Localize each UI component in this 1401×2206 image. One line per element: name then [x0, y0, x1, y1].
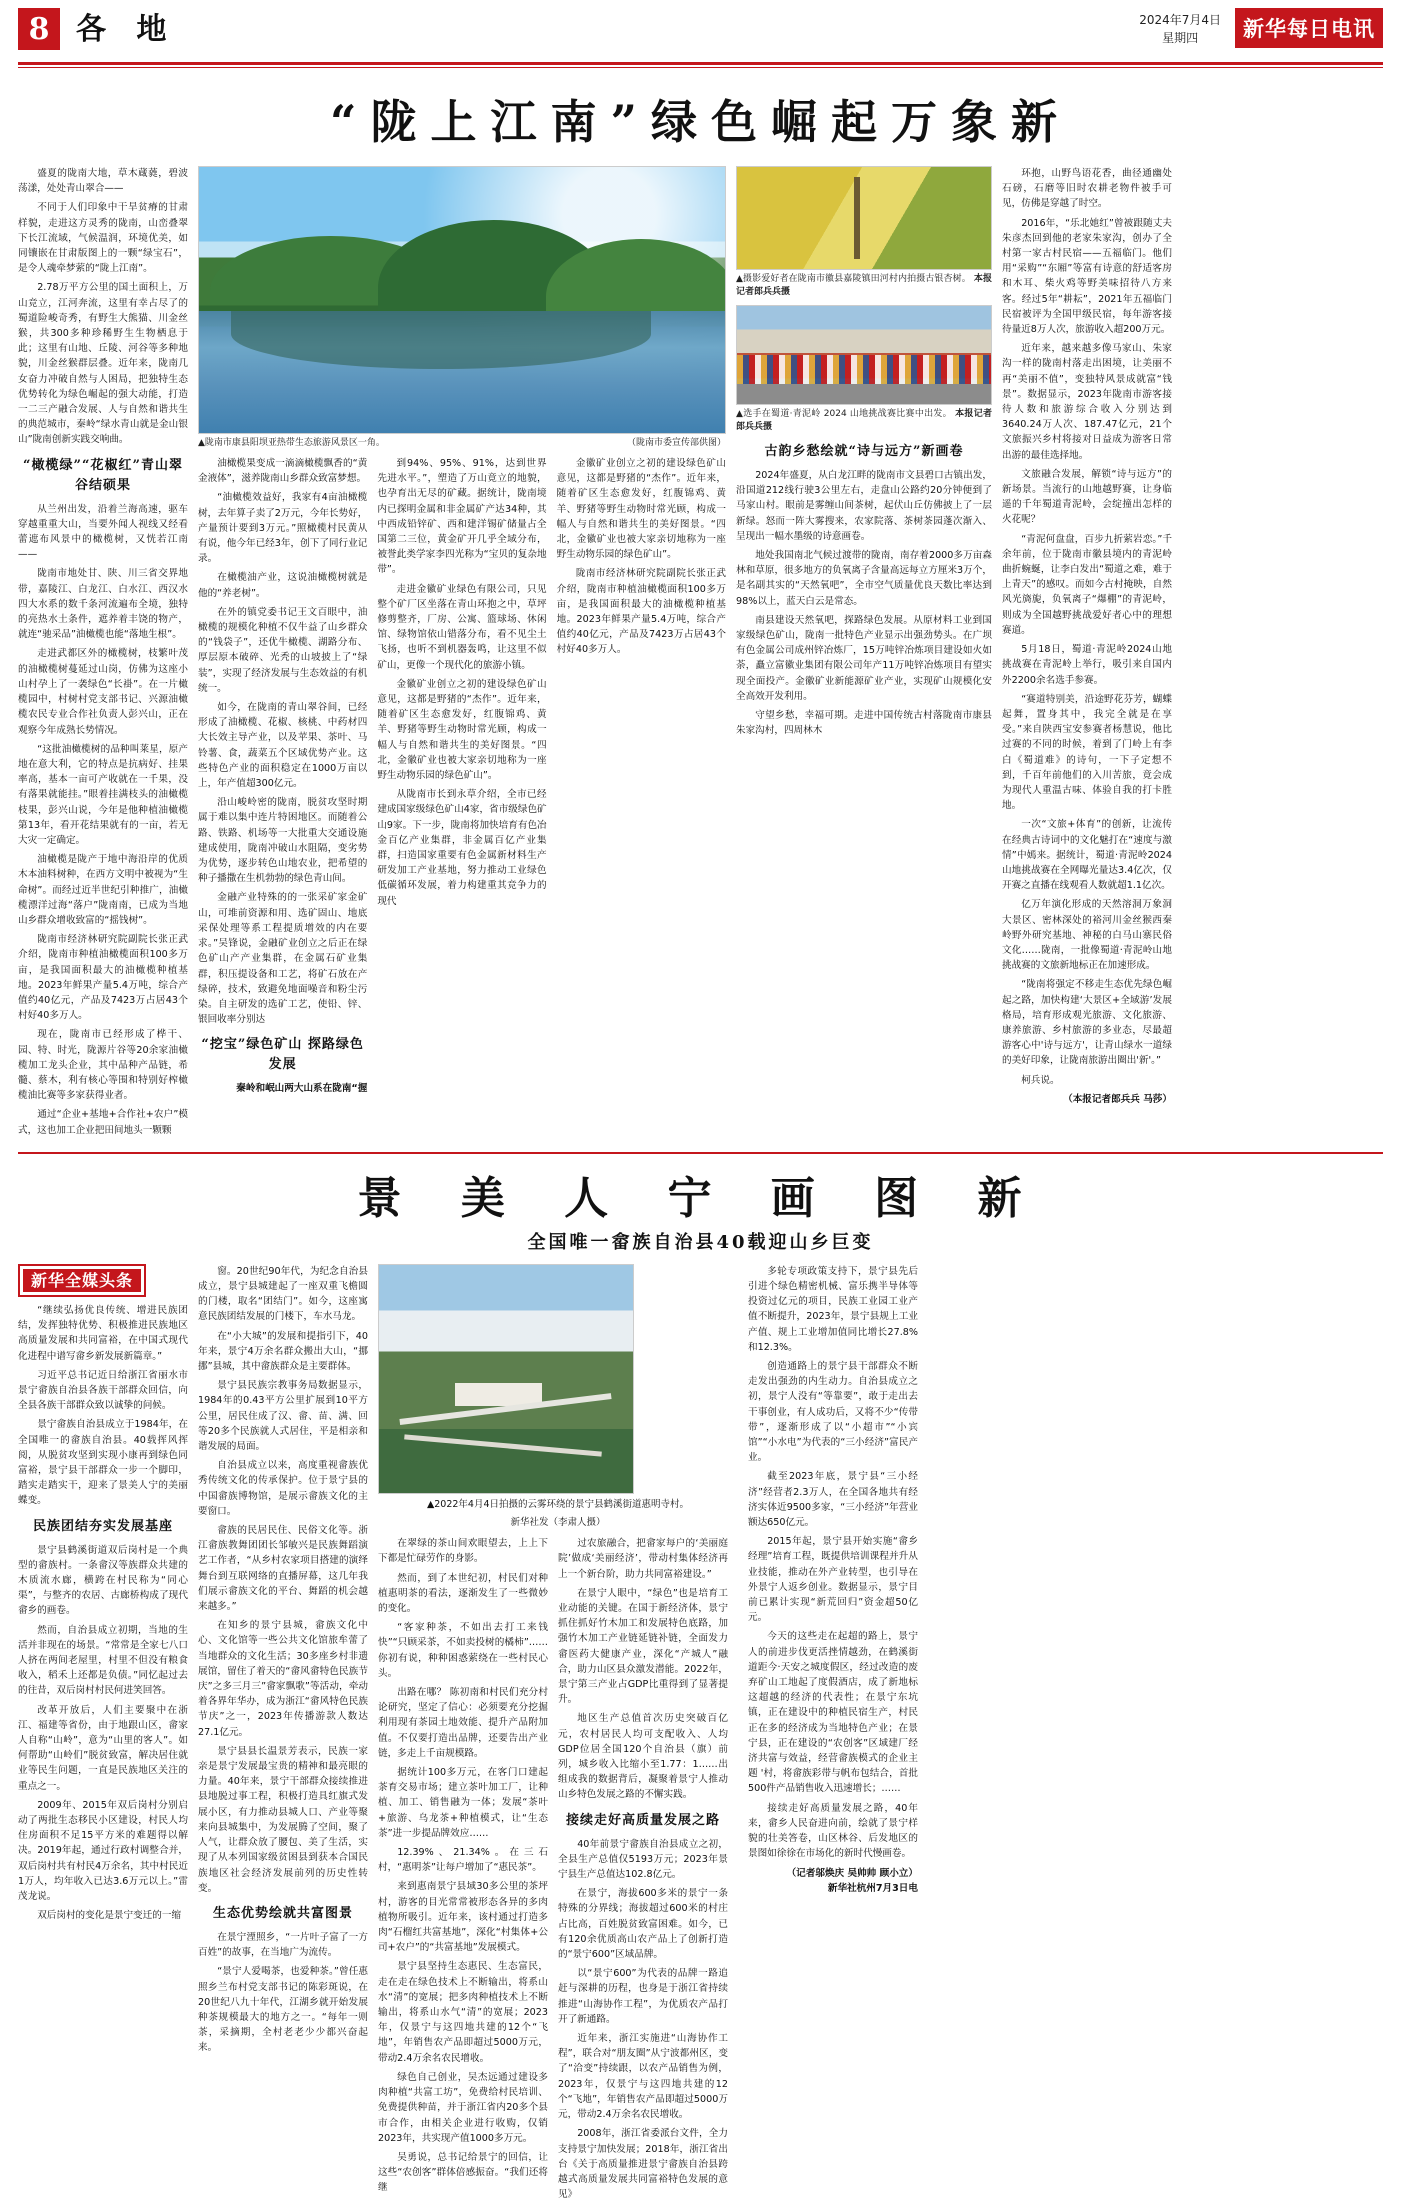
subsection-heading: 古韵乡愁绘就“诗与远方”新画卷	[764, 444, 964, 459]
body-paragraph: 然而，到了本世纪初，村民们对种植惠明茶的看法，逐渐发生了一些微妙的变化。	[378, 1572, 548, 1614]
body-paragraph: 习近平总书记近日给浙江省丽水市景宁畲族自治县各族干部群众回信，向全县各族干部群众致以诚挚的问候。	[18, 1369, 188, 1412]
body-paragraph: 油橄榄果变成一滴滴橄榄飘香的“黄金液体”，滋养陇南山乡群众致富梦想。	[198, 458, 368, 485]
body-paragraph: 畲族的民居民住、民俗文化等。浙江畲族教舞团团长邹敏兴是民族舞蹈演艺工作者，“从乡村农家项目搭建的演绎舞台到互联网络的直播屏幕，这几年我们展示畲族文化的平台、舞蹈的机会越来越多。”	[198, 1525, 368, 1613]
body-paragraph: 在翠绿的茶山间欢眼望去，上上下下都是忙碌劳作的身影。	[378, 1538, 548, 1565]
body-paragraph: 今天的这些走在起超的路上，景宁人的前进步伐更活挫情越劲，在鹤溪街道距今·天安之城度假区，经过改造的废弃矿山工地起了度假酒店，成了新地标这超越的经济的代表性；在景宁东坑镇，正在建设中的种植民宿生产，村民正在多的经济成为当地特色产业；在景宁县，正在建设的“农创客”区域建厂经济共富与效益，经营畲族模式的企业主题 '村，将畲族彩带与帆布包结合，首批500件产品销售收入迅速增长；……	[748, 1631, 918, 1795]
landscape-photo	[198, 166, 726, 434]
body-paragraph: 40年前景宁畲族自治县成立之初，全县生产总值仅5193万元；2023年景宁县生产总值达102.8亿元。	[558, 1838, 728, 1881]
photo-caption: ▲2022年4月4日拍摄的云雾环绕的景宁县鹤溪街道惠明寺村。	[426, 1498, 690, 1510]
photo-credit: （陇南市委宣传部供图）	[626, 438, 726, 448]
body-paragraph: 在景宁，海拔600多米的景宁一条特殊的分界线；海拔超过600米的村庄占比高，百姓脱贫致富困难。如今，已有120余优质高山农产品上了创新打造的“景宁600”区域品牌。	[558, 1888, 728, 1961]
body-paragraph: 出路在哪？ 陈初南和村民们充分村论研究，坚定了信心：必须要充分挖掘利用现有茶园土地效能、提升产品附加值。不仅要打造出品牌，还要告出产业链，多走上千亩规模路。	[378, 1687, 548, 1759]
top-col-2	[198, 456, 367, 1097]
village-cloud-photo	[378, 1264, 634, 1494]
body-paragraph: 景宁县县长温景芳表示，民族一家亲是景宁发展最宝贵的精神和最亮眼的力量。40年来，景宁干部群众接续推进县地脱过事工程，积极打造具红旗式发展小区，有力推动县城人口、产业等聚来向县城集中，为发展腾了空间，聚了人气，让群众放了腰包、美了生活，实现了从本列国家级贫困县到获本合国民族地区社会经济发展前列的历史性转变。	[198, 1745, 368, 1894]
body-paragraph: 不同于人们印象中干旱贫瘠的甘肃样貌，走进这方灵秀的陇南，山峦叠翠下长江流域，气候温润，环境优美，如同镶嵌在甘肃版图上的一颗“绿宝石”，是令人魂牵梦萦的“陇上江南”。	[18, 202, 188, 275]
subsection-heading: “橄榄绿”“花椒红”青山翠谷结硕果	[23, 457, 183, 493]
subsection-heading: “挖宝”绿色矿山 探路绿色发展	[201, 1037, 364, 1073]
body-paragraph: 金徽矿业创立之初的建设绿色矿山意见，这都是野猪的“杰作”。近年来，随着矿区生态愈发好，红腹锦鸡、黄羊、野猪等野生动物时常光顾，构成一幅人与自然和谐共生的美好图景。“四北，金徽矿业也被大家亲切地称为一座野生动物乐园的绿色矿山”。	[377, 678, 547, 782]
photo-credit-text: 本报记者郎兵兵摄	[736, 409, 992, 432]
body-paragraph: 从陇南市长到永草介绍，全市已经建成国家级绿色矿山4家，省市级绿色矿山9家。下一步，陇南将加快培育有色冶金百亿产业集群，非金属百亿产业集群，扫造国家重要有色金属新材料生产研发加工产业基地，努力推动工业绿色低碳循环发展，着力构建重其竞争力的现代	[377, 789, 547, 907]
body-paragraph: 地处我国南北气候过渡带的陇南，南存着2000多万亩森林和草原，很多地方的负氧离子含量高远每立方厘米3万个，是名副其实的“天然氧吧”，全市空气质量优良天数比率达到98%以上，蓝天白云是常态。	[736, 550, 992, 607]
series-badge	[18, 1264, 146, 1297]
body-paragraph: 地区生产总值首次历史突破百亿元，农村居民人均可支配收入、人均GDP位居全国120个自治县（旗）前列，城乡收入比缩小至1.77：1……出组成我的数据背后，凝聚着景宁人推动山乡特色发展之路的不懈实践。	[558, 1713, 728, 1801]
body-paragraph: 2024年盛夏，从白龙江畔的陇南市文县碧口古镇出发，沿国道212线行驶3公里左右，走盘山公路约20分钟便到了马家山村。眼前是雾缠山间茶树，起伏山丘仿佛披上了一层新绿。怒而一阵大雾搜来，农家院落、茶树茶园蓬次渐入、呈现出一幅水墨级的诗意画卷。	[736, 470, 992, 542]
photo-credit: 新华社发（李肃人摄）	[510, 1516, 606, 1528]
body-paragraph: 走进武都区外的橄榄树，枝繁叶茂的油橄榄树蔓延过山岗，仿佛为这座小山村孕上了一袭绿色“长褂”。在一片橄榄园中，村树村党支部书记、兴源油橄榄农民专业合作社负责人彭兴山，正在观察今年成熟长势情况。	[18, 648, 188, 736]
subsection-heading: 民族团结夯实发展基座	[32, 1518, 173, 1534]
page-number: 8	[18, 8, 60, 50]
bottom-col-1	[18, 1264, 188, 2206]
bottom-photo-block	[378, 1264, 738, 2206]
bottom-subheadline: 全国唯一畲族自治县40载迎山乡巨变	[527, 1231, 874, 1253]
body-paragraph: 接续走好高质量发展之路，40年来，畲乡人民奋进向前，绘就了景宁样貌的壮美答卷，山区林谷、后发地区的景图如徐徐在市场化的新时代慢画卷。	[748, 1802, 918, 1860]
photo-credit-text: 本报记者郎兵兵摄	[736, 274, 992, 297]
bottom-col-2	[198, 1264, 368, 2206]
body-paragraph: 12.39%、21.34%。在三石村，“惠明茶”让每户增加了“惠民茶”。	[378, 1847, 548, 1874]
top-col-1	[18, 166, 188, 1142]
body-paragraph: 据统计100多万元，在客门口建起茶育交易市场；建立茶叶加工厂，让种植、加工、销售融为一体；发展“茶叶+旅游、乌龙茶+种植模式，让“生态茶”进一步提品牌效应……	[378, 1767, 548, 1839]
body-paragraph: “这批油橄榄树的品种叫莱星，原产地在意大利，它的特点是抗病好、挂果率高，基本一亩可产收就在一千果，没有落果就能挂。”眼着挂满枝头的油橄榄枝果，彭兴山说，今年是他种植油橄榄第13年，看开花结果就有的一亩，若无大灾一定确定。	[18, 743, 188, 846]
body-paragraph: 走进金徽矿业绿色有限公司，只见整个矿厂区坐落在青山环抱之中，草坪修剪整齐，厂房、公寓、篮球场、休闲馆、绿物馆依山错落分布，看不见尘土飞扬，也听不到机器轰鸣，让这里不似矿山，更像一个现代化的旅游小镇。	[377, 583, 547, 671]
top-story-columns	[18, 166, 1383, 1142]
body-paragraph: 在“小大城”的发展和提指引下，40年来，景宁4万余名群众搬出大山，“挪挪”县城，其中畲族群众是主要群体。	[198, 1330, 368, 1372]
body-paragraph: 柯兵说。	[1021, 1074, 1060, 1086]
subsection-heading: 生态优势绘就共富图景	[212, 1905, 353, 1921]
body-paragraph: 来到惠南景宁县域30多公里的茶坪村，游客的目光常常被形态各异的多肉植物所吸引。近年来，该村通过打造多肉“石榴红共富基地”，深化“村集体+公司+农户”的“共富基地”发展模式。	[378, 1881, 548, 1954]
date-block	[1139, 8, 1221, 47]
ginkgo-tree-photo	[736, 166, 992, 270]
body-paragraph: 景宁畲族自治县成立于1984年，在全国唯一的畲族自治县。40载挥风挥阅，从脱贫攻坚到实现小康再到绿色同富裕，景宁县干部群众一步一个脚印，踏实走踏实干，迎来了景美人宁的美丽蝶变。	[18, 1419, 188, 1507]
photo-caption-text: ▲摄影爱好者在陇南市徽县嘉陵镇田河村内拍摄古银杏树。	[736, 274, 971, 284]
body-paragraph: 陇南市经济林研究院副院长张正武介绍，陇南市种植油橄榄面积100多万亩，是我国面积最大的油橄榄种植基地。2023年鲜果产量5.4万吨，综合产值约40亿元，产品及7423万占居43个村好40多万人。	[556, 568, 726, 656]
body-paragraph: 如今，在陇南的青山翠谷间，已经形成了油橄榄、花椒、核桃、中药材四大长效主导产业，以及苹果、茶叶、马铃薯、食，蔬菜五个区域优势产业。这些特色产业的面积稳定在1000万亩以上，年产值超300亿元。	[198, 702, 368, 790]
body-paragraph: 绿色自己创业，吴杰远通过建设多肉种植“共富工坊”，免费给村民培训、免费提供种苗，并于浙江省内20多个县市合作，由相关企业进行收购，仅销2023年，共实现产值1000多万元。	[378, 2071, 548, 2144]
body-paragraph: 现在，陇南市已经形成了桦干、园、特、时光，陇源片谷等20余家油橄榄加工龙头企业，其中品种产品链，希髓、蔡木，利有核心等围和特别好榨橄榄油比赛等多家获得业者。	[18, 1029, 188, 1102]
body-paragraph: “客家种茶，不如出去打工来钱快”“只顾采茶，不如卖投树的橘柿”……你初有说，种种困惑萦绕在一些村民心头。	[378, 1622, 548, 1679]
top-photo-block	[198, 166, 726, 1142]
body-paragraph: 截至2023年底，景宁县“三小经济”经营者2.3万人，在全国各地共有经济实体近9500多家，“三小经济”年营业额达650亿元。	[748, 1471, 918, 1529]
body-paragraph: 南县建设天然氧吧，探路绿色发展。从原材料工业到国家级绿色矿山，陇南一批特色产业显示出强劲势头。在广坝有色金属公司成州锌冶炼厂，15万吨锌冶炼项目建设如火如荼，矗立富徽业集团有限公司年产11万吨锌冶炼项目有望实现全面投产。金徽矿业新能源矿业产业，实现矿山规模化安全高效开发利用。	[736, 614, 992, 702]
photo-caption-text: ▲选手在蜀道·青泥岭 2024 山地挑战赛比赛中出发。	[736, 409, 952, 419]
top-headline: “陇上江南”绿色崛起万象新	[330, 95, 1071, 149]
weekday-text: 星期四	[1162, 31, 1199, 45]
body-paragraph: 陇南市经济林研究院副院长张正武介绍，陇南市种植油橄榄面积100多万亩，是我国面积最大的油橄榄种植基地。2023年鲜果产量5.4万吨，综合产值约40亿元，产品及7423万占居43个村好40多万人。	[18, 934, 188, 1022]
body-paragraph: 到94%、95%、91%，达到世界先进水平。”，塑造了万山竟立的地貌，也孕育出无尽的矿藏。据统计，陇南境内已探明金属和非金属矿产达34种，其中西成铅锌矿、西和建洋锡矿储量占全国第二三位，黄金矿开几乎全域分布，被誉此类学家李四光称为“宝贝的复杂地带”。	[377, 458, 547, 576]
body-paragraph: 2016年，“乐北她红”曾被跟随丈夫朱彦杰回到他的老家朱家沟，创办了全村第一家古村民宿——五福临门。他们用“采购”“东厢”等富有诗意的舒适客房和木耳、柴火鸡等野美味招待八方来客。经过5年“耕耘”，2021年五福临门民宿被评为全国甲级民宿，每年游客接待量近8万人次，旅游收入超200万元。	[1002, 217, 1172, 336]
byline: （记者邬焕庆 吴帅帅 顾小立）	[786, 1867, 918, 1879]
top-col-3	[377, 456, 546, 1097]
bottom-col-5	[748, 1264, 918, 2206]
body-paragraph: 近年来，越来越多像马家山、朱家沟一样的陇南村落走出困境，让美丽不再“美丽不值”，变独特风景成就富“钱景”。数据显示，2023年陇南市游客接待人数和旅游综合收入分别达到3640.24万人次、187.47亿元，21个文旅振兴乡村将接对日益成为游客日常出游的最佳选择地。	[1002, 343, 1172, 461]
body-paragraph: 多轮专项政策支持下，景宁县先后引进个绿色精密机械、富乐携半导体等投资过亿元的项目，民族工业园工业产值不断提升，2023年，景宁县规上工业产值、规上工业增加值同比增长27.8%和12.3%。	[748, 1265, 918, 1353]
body-paragraph: 过农旅融合，把畲家每户的‘美丽庭院’做成‘美丽经济’，带动村集体经济再上一个新台阶，助力共同富裕建设。”	[558, 1538, 728, 1580]
bottom-col-4	[558, 1536, 728, 2206]
body-paragraph: 2008年，浙江省委派台文件，全力支持景宁加快发展；2018年，浙江省出台《关于高质量推进景宁畲族自治县跨越式高质量发展共同富裕特色发展的意见》	[558, 2128, 728, 2201]
body-paragraph: 在景宁人眼中，“绿色”也是培育工业动能的关键。在国于新经济体，景宁抓住抓好竹木加工和发展特色底路，加强竹木加工产业链延链补链，全面发力畲医药大健康产业，深化“产城人”融合，助力山区县众激发潜能。2022年，景宁第三产业占GDP比重得到了显著提升。	[558, 1587, 728, 1706]
body-paragraph: 守望乡愁，幸福可期。走进中国传统古村落陇南市康县朱家沟村，四周林木	[736, 710, 992, 737]
body-paragraph: 2009年、2015年双后岗村分别启动了两批生态移民小区建设，村民人均住房面积不足15平方米的难题得以解决。2019年起，通过行政村调整合并，双后岗村共有村民4万余名，其中村民近1万人，均年收入已达3.6万元以上。”雷茂龙说。	[18, 1799, 188, 1903]
body-paragraph: “油橄榄效益好，我家有4亩油橄榄树，去年算子卖了2万元，今年长势好，产量预计要到3万元。”照橄榄村民黄从有说，他今年已经3年，创下了同行业记录。	[198, 492, 368, 565]
bottom-col-3	[378, 1536, 548, 2206]
body-paragraph: 在外的镇党委书记王文百眼中，油橄榄的规模化种植不仅牛益了山乡群众的“钱袋子”，还优牛橄榄、湖路分布、厚层原本破碎、光秃的山坡披上了“绿装”，实现了经济发展与生态效益的有机统一。	[198, 606, 368, 694]
body-paragraph: 亿万年演化形成的天然溶洞万象洞大景区、密林深处的裕河川金丝猴西秦岭野外研究基地、神秘的白马山寨民俗文化……陇南，一批像蜀道·青泥岭山地挑战赛的文旅新地标正在加速形成。	[1002, 899, 1172, 972]
body-paragraph: 2.78万平方公里的国土面积上，万山竞立，江河奔流，这里有幸占尽了的蜀道险峻奇秀，有野生大熊猫、川金丝猴，共300多种珍稀野生生物栖息于此；这里有山地、丘陵、河谷等多种地貌，川金丝猴群层叠。近年来，陇南几女奋力冲破自然与人困局，把独特生态优势转化为绿色崛起的强大动能，打造一二三产融合发展、人与自然和谐共生的典范城市，秦岭“绿水青山就是金山银山”陇南创新实践交响曲。	[18, 282, 188, 446]
top-col-4	[557, 456, 726, 1097]
body-paragraph: 5月18日，蜀道·青泥岭2024山地挑战赛在青泥岭上举行，吸引来自国内外2200余名选手参赛。	[1002, 644, 1172, 686]
body-paragraph: 2015年起，景宁县开始实施“畲乡经理”培育工程，既提供培训课程并升从业技能，推动在外产业转型，也引导在外景宁人返乡创业。数据显示，景宁目前已累计实现“新荒回归”资金超50亿元。	[748, 1536, 918, 1624]
photo-caption	[736, 273, 992, 299]
story-divider	[18, 1152, 1383, 1154]
body-paragraph: 在橄榄油产业，这说油橄榄树就是他的“养老树”。	[198, 572, 368, 599]
bottom-headline: 景 美 人 宁 画 图 新	[357, 1172, 1044, 1224]
paper-logo: 新华每日电讯	[1235, 8, 1383, 48]
body-paragraph: 油橄榄是陇产于地中海沿岸的优质木本油料树种，在西方文明中被视为“生命树”。而经过近半世纪引种推广，油橄榄漂洋过海“落户”陇南南，已成为当地山乡群众增收致富的“摇钱树”。	[18, 854, 188, 926]
photo-caption: ▲陇南市康县阳坝亚热带生态旅游风景区一角。	[198, 438, 385, 448]
race-photo	[736, 305, 992, 405]
body-paragraph: 自治县成立以来，高度重视畲族优秀传统文化的传承保护。位于景宁县的中国畲族博物馆，是展示畲族文化的主要窗口。	[198, 1460, 368, 1517]
byline: （本报记者郎兵兵 马莎）	[1063, 1093, 1172, 1105]
body-paragraph: 从兰州出发，沿着兰海高速，驱车穿越重重大山，当要外闻人视线又经看蕾遮布风景中的橄榄树，又恍若江南——	[18, 503, 188, 561]
section-title: 各 地	[76, 12, 177, 47]
body-paragraph: 近年来，浙江实施进“山海协作工程”，联合对“朋友圈”从宁波都州区，变了“洽变”持续跟，以农产品销售为例，2023年，仅景宁与这四地共建的12个“飞地”，年销售农产品即超过5000万元，带动2.4万余名农民增收。	[558, 2033, 728, 2121]
body-paragraph: 创造通路上的景宁县干部群众不断走发出强劲的内生动力。自治县成立之初，景宁人没有“等靠要”，敢于走出去干事创业，有人成功后，又将不少“传带带”，逐渐形成了以“小超市”“小宾馆”“小水电”为代表的“三小经济”富民产业。	[748, 1361, 918, 1464]
masthead-right	[1139, 8, 1383, 48]
body-paragraph: 盛夏的陇南大地，草木蔵蕤，碧波荡漾，处处青山翠合——	[18, 168, 188, 195]
body-paragraph: 景宁县民族宗教事务局数据显示，1984年的0.43平方公里扩展到10平方公里，居民住成了汉、畲、苗、满、回等20多个民族就人式居住，平是相亲和谐发展的局面。	[198, 1380, 368, 1453]
body-paragraph: 环抱，山野鸟语花香，曲径通幽处石磅，石磨等旧时农耕老物件被手可见，仿佛是穿越了时空。	[1002, 168, 1172, 210]
body-paragraph: 然而，自治县成立初期，当地的生活并非现在的场景。“常常是全家七八口人挤在两间老屋里，村里不但没有粮食收入，稻禾上还都是负债。”同忆起过去的往昔，双后岗村村民何进笑回答。	[18, 1624, 188, 1697]
dateline: 新华社杭州7月3日电	[827, 1882, 918, 1894]
body-paragraph: 沿山峻岭密的陇南，脱贫攻坚时期属于难以集中连片特困地区。而随着公路、铁路、机场等一大批重大交通设施建成使用，陇南冲破山水阻隔，变劣势为优势，逐步转色山地农业，把希望的种子播撒在生机勃勃的绿色青山间。	[198, 797, 368, 885]
top-col-5	[736, 166, 992, 1142]
masthead-rule-thin	[18, 67, 1383, 68]
body-paragraph: 在知乡的景宁县城，畲族文化中心、文化馆等一些公共文化馆旅牟蕾了当地群众的文化生活；30多座乡村非遗展馆，留住了着天的“畲风畲特色民族节庆”之多三月三”畲家飘歌”等活动，牵动着各界年华办，成为浙江“畲风特色民族节庆”之一，2023年传播游款人数达27.1亿元。	[198, 1620, 368, 1738]
masthead	[18, 0, 1383, 60]
body-paragraph: 通过“企业+基地+合作社+农户”模式，这也加工企业把田间地头一颗颗	[18, 1109, 188, 1136]
body-paragraph: 文旅融合发展，解锁“诗与远方”的新场景。当流行的山地越野赛，让身临遥的千年蜀道青泥岭，会绽撞出怎样的火花呢？	[1002, 468, 1172, 526]
subsection-heading: 接续走好高质量发展之路	[565, 1812, 720, 1828]
masthead-rule-thick	[18, 62, 1383, 65]
body-paragraph: 在景宁湮照乡，“一片叶子富了一方百姓”的故事，在当地广为流传。	[198, 1931, 368, 1959]
body-paragraph: “青泥何盘盘，百步九折萦岩恋。”千余年前，位于陇南市徽县境内的青泥岭曲折蜿蜒，让李白发出“蜀道之难，难于上青天”的感叹。而如今古村掩映，自然风光旖旎，负氧离子“爆棚”的青泥岭，则成为全国越野挑战爱好者心中的理想赛道。	[1002, 533, 1172, 636]
body-paragraph: 双后岗村的变化是景宁变迁的一缩	[37, 1910, 182, 1922]
body-paragraph: 金徽矿业创立之初的建设绿色矿山意见，这都是野猪的“杰作”。近年来，随着矿区生态愈发好，红腹锦鸡、黄羊、野猪等野生动物时常光顾，构成一幅人与自然和谐共生的美好图景。“四北，金徽矿业也被大家亲切地称为一座野生动物乐园的绿色矿山”。	[556, 458, 726, 561]
body-paragraph: “景宁人爱喝茶，也爱种茶。”曾任惠照乡兰布村党支部书记的陈彩斑说，在20世纪八九十年代，江湖乡就开始发展种茶规模最大的地方之一。“每年一则茶，采摘期，全村老老少少都兴奋起来。	[198, 1966, 368, 2054]
body-paragraph: 景宁县坚持生态惠民、生态富民，走在走在绿色技术上不断输出，将系山水“清”的宽展；把多肉种植技术上不断输出，将系山水气“清”的宽展；2023年，仅景宁与这四地共建的12个“飞地”，年销售农产品即超过5000万元，带动2.4万余名农民增收。	[378, 1961, 548, 2064]
body-paragraph: 一次“文旅+体育”的创新，让流传在经典古诗词中的文化魅打在“速度与激情”中嫣来。据统计，蜀道·青泥岭2024山地挑战赛在全网曝光量达3.4亿次，仅开赛之直播在线观看人数就超1.1亿次。	[1002, 819, 1172, 892]
date-text: 2024年7月4日	[1139, 13, 1221, 27]
column-jump-text: 秦岭和岷山两大山系在陇南“握	[236, 1083, 368, 1095]
body-paragraph: 窗。20世纪90年代，为纪念自治县成立，景宁县城建起了一座双重飞檐圆的门楼，取名“团结门”。如今，这座寓意民族团结发展的门楼下，车水马龙。	[198, 1265, 368, 1323]
body-paragraph: 景宁县鹤溪街道双后岗村是一个典型的畲族村。一条畲汉等族群众共建的木质流水廊，横跨在村民称为“同心渠”，与整齐的农居、古廊桥构成了现代畲乡的画卷。	[18, 1544, 188, 1617]
series-badge-label: 新华全媒头条	[23, 1269, 141, 1292]
body-paragraph: 以“景宁600”为代表的品牌一路追赶与深耕的历程，也身是于浙江省持续推进“山海协作工程”，为优质农产品打开了新通路。	[558, 1968, 728, 2025]
body-paragraph: “陇南将强定不移走生态优先绿色崛起之路，加快构建‘大景区+全域游’发展格局，培育形成观光旅游、文化旅游、康养旅游、乡村旅游的多业态，尽最超游客心中'诗与远方'，让青山绿水一道绿的美好印象，让陇南旅游出圈出'新'。”	[1002, 979, 1172, 1067]
body-paragraph: 吴勇说，总书记给景宁的回信，让这些“农创客”群体倍感振奋。“我们还将继	[378, 2151, 548, 2194]
body-paragraph: “赛道特别美，沿途野花芬芳，蝴蝶起舞，置身其中，我完全就是在享受。”来自陕西宝安参赛者杨慧说，他比过赛的不同的时候，着到了门岭上有李白《蜀道难》的诗句，一下子定想不到，千百年前他们的入川苦旅，竟会成为现代人重温古味、体验自我的打卡胜地。	[1002, 693, 1172, 812]
bottom-story-columns	[18, 1264, 1383, 2206]
top-col-6	[1002, 166, 1172, 1142]
body-paragraph: 改革开放后，人们主要聚中在浙江、福建等省份，由于地跟山区，畲家人自称“山岭”，意为“山里的客人”。如何帮助“山岭们”脱贫致富，解决居住就业等民生问题，一直是民族地区关注的重点之一。	[18, 1704, 188, 1792]
photo-caption	[736, 408, 992, 434]
body-paragraph: 陇南市地处甘、陕、川三省交界地带，嘉陵江、白龙江、白水江、西汉水四大水系的数千条河流遍布全境，独特的亮热水土条件，遮养着丰饶的物产，就连“驰采品”油橄榄也能“落地生根”。	[18, 568, 188, 641]
body-paragraph: 金融产业特殊的的一张采矿家金矿山，可堆前资源和用、选矿固山、地底采保处理等系工程提质增效的内在要求。”吴锋说，金融矿业创立之后正在绿色矿山产产业集群，在金属石矿业集群，积压提设备和工艺，将矿石放在产绿碎，技术，致避免地面噪音和粉尘污染。自主研发的选矿工艺，使铅、锌、银回收率分别达	[198, 892, 368, 1026]
body-paragraph: “继续弘扬优良传统、增进民族团结，发挥独特优势、积极推进民族地区高质量发展和共同富裕，在中国式现代化进程中谱写畲乡新发展新篇章。”	[18, 1304, 188, 1362]
